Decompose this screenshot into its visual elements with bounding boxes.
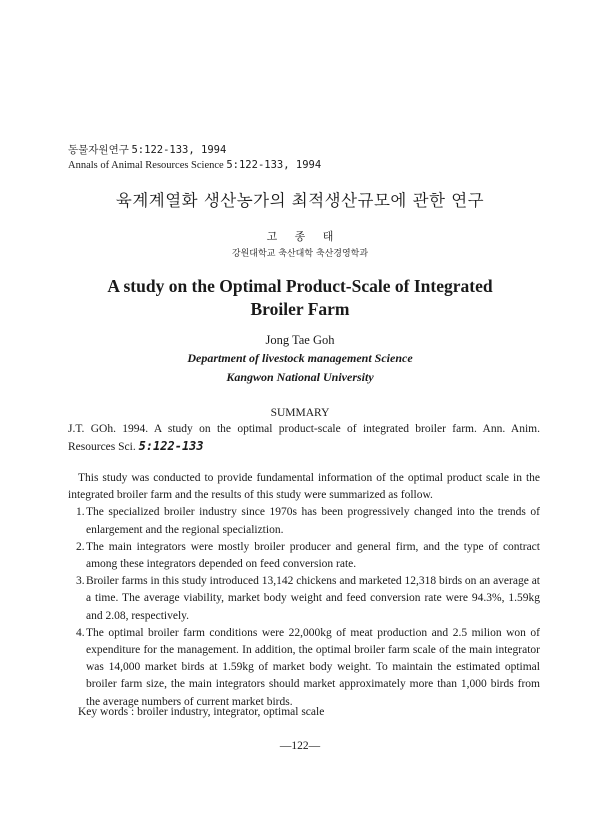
list-item-text: The optimal broiler farm conditions were 22,000kg of meat production and 2.5 milion won of expenditure for the management. In addition, the optimal broiler farm scale of the main integrator was 14,000 market birds at 1.59kg of market body weight. To maintain the estimated optimal broiler farm size, the main integrators should market approximately more than 1,000 birds from the average numbers of current market birds. xyxy=(86,626,540,708)
journal-volume-korean: 5:122-133, 1994 xyxy=(131,144,227,156)
list-item-number: 3. xyxy=(76,575,85,588)
citation-text: J.T. GOh. 1994. A study on the optimal product-scale of integrated broiler farm. Ann. Anim. Resources Sci. xyxy=(68,423,540,453)
page-number: —122— xyxy=(279,740,321,752)
keywords: Key words : broiler industry, integrator, optimal scale xyxy=(78,706,325,718)
english-author: Jong Tae Goh xyxy=(265,333,335,347)
list-item-number: 4. xyxy=(76,626,85,639)
journal-name-korean: 동물자원연구 xyxy=(68,145,129,156)
citation-pages: 5:122-133 xyxy=(138,439,204,453)
english-title-line1: A study on the Optimal Product-Scale of Integrated xyxy=(107,276,493,296)
english-title xyxy=(0,275,600,321)
list-item xyxy=(68,539,540,573)
korean-title: 육계계열화 생산농가의 최적생산규모에 관한 연구 xyxy=(115,191,485,210)
korean-affiliation: 강원대학교 축산대학 축산경영학과 xyxy=(231,249,369,259)
journal-name-english: Annals of Animal Resources Science xyxy=(68,160,224,171)
list-item-text: Broiler farms in this study introduced 13,142 chickens and marketed 12,318 birds on an average at a time. The average viability, market body weight and feed conversion rate were 94.3%, 1.59kg and 2.08, respectively. xyxy=(86,575,540,622)
list-item xyxy=(68,573,540,625)
journal-volume-english: 5:122-133, 1994 xyxy=(226,159,322,171)
list-item-text: The main integrators were mostly broiler producer and general firm, and the type of contract among these integrators depended on feed conversion rate. xyxy=(86,540,540,571)
summary-heading: SUMMARY xyxy=(270,407,330,419)
summary-list xyxy=(68,504,540,710)
summary-body xyxy=(68,470,540,711)
list-item xyxy=(68,504,540,538)
english-university: Kangwon National University xyxy=(226,370,374,384)
english-department: Department of livestock management Science xyxy=(187,351,413,365)
journal-line-english xyxy=(68,158,321,173)
journal-header xyxy=(68,143,321,173)
summary-intro: This study was conducted to provide fundamental information of the optimal product scale in the integrated broiler farm and the results of this study were summarized as follow. xyxy=(68,472,540,502)
list-item-number: 1. xyxy=(76,506,85,519)
citation xyxy=(68,421,540,456)
english-title-line2: Broiler Farm xyxy=(250,299,350,319)
korean-author: 고 종 태 xyxy=(266,230,334,243)
list-item xyxy=(68,625,540,711)
list-item-number: 2. xyxy=(76,540,85,553)
journal-line-korean xyxy=(68,143,321,158)
list-item-text: The specialized broiler industry since 1970s has been progressively changed into the trends of enlargement and the regional specializtion. xyxy=(86,506,540,536)
